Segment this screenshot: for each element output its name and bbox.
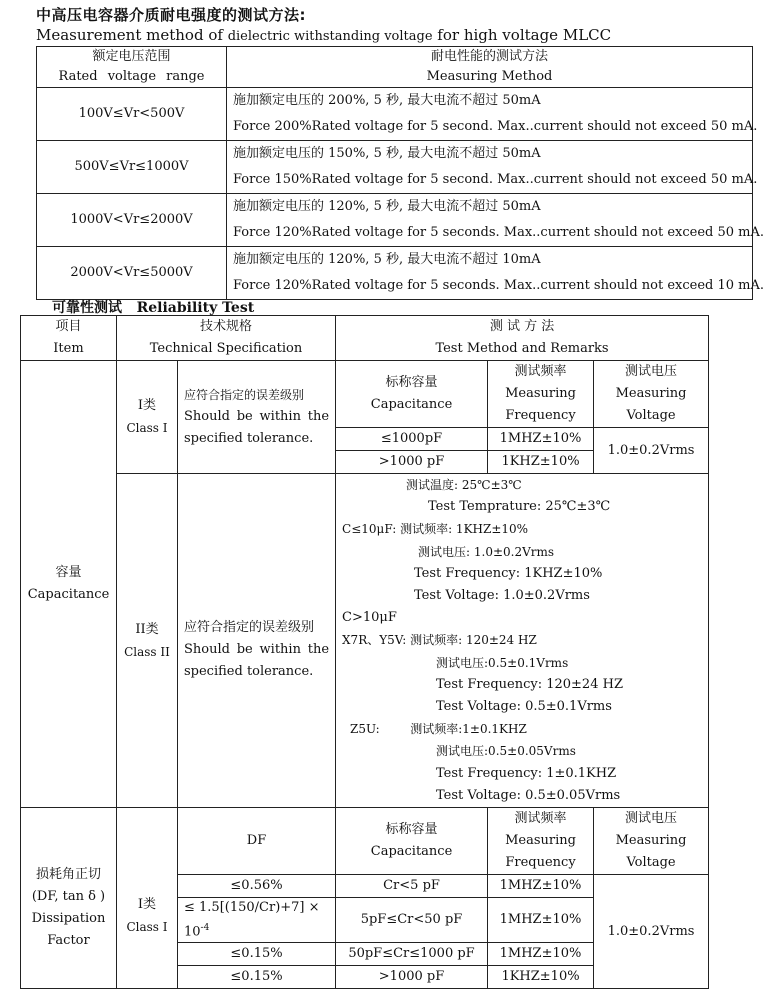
- sub-freq-cn: 测试频率: [514, 364, 567, 379]
- reliability-test-table: [20, 315, 709, 989]
- sub-header-voltage: [594, 808, 709, 875]
- sub-volt-cn: 测试电压: [625, 811, 678, 827]
- header-item-en: Item: [53, 341, 84, 356]
- condition-line: C>10μF: [342, 610, 397, 626]
- condition-line: 测试电压:0.5±0.05Vrms: [436, 744, 576, 759]
- sub-cap-cn: 标称容量: [385, 822, 438, 838]
- header-test-en: Test Method and Remarks: [435, 341, 609, 356]
- sub-volt-en2: Voltage: [626, 408, 676, 423]
- range-cell: 500V≤Vr≤1000V: [37, 141, 227, 194]
- header-measuring-method-en: Measuring Method: [426, 69, 553, 84]
- sub-cap-cn: 标称容量: [385, 375, 438, 390]
- volt-value-cell: 1.0±0.2Vrms: [594, 875, 709, 989]
- condition-line: 测试电压:0.5±0.1Vrms: [436, 655, 569, 670]
- condition-line: Test Frequency: 120±24 HZ: [436, 676, 623, 692]
- method-cell: [227, 247, 765, 300]
- condition-line: 测试温度: 25℃±3℃: [406, 478, 522, 492]
- method-en: Force 150%Rated voltage for 5 second. Max..current should not exceed 50 mA.: [233, 172, 758, 187]
- section-title-cn: 中高压电容器介质耐电强度的测试方法:: [36, 6, 307, 24]
- df-class-en: Class I: [126, 920, 168, 935]
- sub-cap-en: Capacitance: [370, 844, 453, 860]
- condition-line: C≤10μF: 测试频率: 1KHZ±10%: [342, 522, 529, 537]
- item-capacitance-cn: 容量: [55, 565, 82, 581]
- header-test-method: [336, 316, 709, 361]
- class-two-spec: [178, 474, 336, 808]
- sub-freq-en1: Measuring: [505, 833, 576, 849]
- method-cell: [227, 141, 758, 194]
- class-one-en: Class I: [126, 421, 168, 435]
- table-row: [21, 474, 709, 808]
- cap-value-cell: 50pF≤Cr≤1000 pF: [336, 943, 488, 966]
- method-cell: [227, 194, 765, 247]
- header-measuring-method-cn: 耐电性能的测试方法: [430, 49, 548, 64]
- sub-freq-en1: Measuring: [505, 386, 576, 401]
- header-item-cn: 项目: [55, 319, 82, 334]
- df-item-en3: Factor: [47, 933, 90, 949]
- header-spec-cn: 技术规格: [200, 319, 253, 334]
- df-header: DF: [178, 808, 336, 875]
- class-one-cn: I类: [137, 398, 157, 413]
- df-value-cell: [178, 898, 336, 943]
- sub-volt-cn: 测试电压: [625, 364, 678, 379]
- cap-value-cell: >1000 pF: [336, 966, 488, 989]
- reliability-title-cn: 可靠性测试: [52, 300, 122, 316]
- header-rated-range: [37, 47, 227, 88]
- condition-line: Test Temprature: 25℃±3℃: [428, 499, 611, 515]
- table-header-row: [21, 316, 709, 361]
- condition-line: Test Voltage: 0.5±0.1Vrms: [436, 699, 612, 715]
- df-formula: ≤ 1.5[(150/Cr)+7] × 10: [184, 900, 320, 940]
- method-cn: 施加额定电压的 200%, 5 秒, 最大电流不超过 50mA: [233, 93, 541, 108]
- table-row: [37, 141, 753, 194]
- df-class-cell: [117, 808, 178, 989]
- sub-volt-en1: Measuring: [615, 833, 687, 849]
- header-item: [21, 316, 117, 361]
- class-two-en: Class II: [124, 644, 170, 659]
- header-spec: [117, 316, 336, 361]
- condition-line: 测试电压: 1.0±0.2Vrms: [418, 544, 555, 559]
- class-two-cn: II类: [135, 621, 159, 637]
- volt-value-cell: 1.0±0.2Vrms: [594, 428, 709, 474]
- sub-header-frequency: [488, 361, 594, 428]
- table-header-row: [37, 47, 753, 88]
- df-value-cell: ≤0.15%: [178, 966, 336, 989]
- method-en: Force 200%Rated voltage for 5 second. Max..current should not exceed 50 mA.: [233, 119, 758, 134]
- sub-header-frequency: [488, 808, 594, 875]
- class-one-spec: [178, 361, 336, 474]
- sub-freq-en2: Frequency: [505, 408, 576, 423]
- header-test-cn: 测 试 方 法: [489, 319, 555, 334]
- method-en: Force 120%Rated voltage for 5 seconds. Max..current should not exceed 10 mA.: [233, 278, 765, 293]
- class-two-spec-en: Should be within the specified tolerance.: [184, 641, 330, 679]
- cap-value-cell: Cr<5 pF: [336, 875, 488, 898]
- df-class-cn: I类: [137, 897, 157, 913]
- class-one-cell: [117, 361, 178, 474]
- item-dissipation-factor: [21, 808, 117, 989]
- method-cell: [227, 88, 758, 141]
- condition-line: Z5U: 测试频率:1±0.1KHZ: [350, 722, 527, 737]
- table-row: [37, 247, 753, 300]
- df-formula-exponent: -4: [200, 923, 210, 934]
- header-rated-range-en: Rated voltage range: [58, 69, 205, 84]
- header-measuring-method: [227, 47, 753, 88]
- df-value-cell: ≤0.56%: [178, 875, 336, 898]
- item-capacitance-en: Capacitance: [27, 587, 110, 603]
- class-one-spec-cn: 应符合指定的误差级别: [184, 388, 305, 402]
- condition-line: Test Voltage: 1.0±0.2Vrms: [414, 588, 590, 604]
- condition-line: Test Frequency: 1KHZ±10%: [414, 565, 603, 581]
- sub-header-voltage: [594, 361, 709, 428]
- condition-line: Test Voltage: 0.5±0.05Vrms: [436, 787, 621, 803]
- table-row: [21, 361, 709, 428]
- df-value-cell: ≤0.15%: [178, 943, 336, 966]
- range-cell: 2000V<Vr≤5000V: [37, 247, 227, 300]
- item-capacitance: [21, 361, 117, 808]
- condition-line: X7R、Y5V: 测试频率: 120±24 HZ: [342, 633, 537, 648]
- method-cn: 施加额定电压的 120%, 5 秒, 最大电流不超过 10mA: [233, 252, 541, 267]
- sub-cap-en: Capacitance: [370, 397, 453, 412]
- range-cell: 100V≤Vr<500V: [37, 88, 227, 141]
- df-item-en1: (DF, tan δ ): [31, 889, 106, 905]
- header-rated-range-cn: 额定电压范围: [92, 49, 171, 64]
- header-spec-en: Technical Specification: [149, 341, 303, 356]
- table-row: [21, 808, 709, 875]
- freq-value-cell: 1KHZ±10%: [488, 966, 594, 989]
- table-row: [37, 194, 753, 247]
- sub-header-capacitance: [336, 361, 488, 428]
- method-en: Force 120%Rated voltage for 5 seconds. Max..current should not exceed 50 mA.: [233, 225, 765, 240]
- df-item-en2: Dissipation: [31, 911, 106, 927]
- freq-value-cell: 1MHZ±10%: [488, 428, 594, 451]
- class-one-spec-en: Should be within the specified tolerance.: [184, 409, 330, 446]
- class-two-conditions: [336, 474, 709, 808]
- reliability-title-en: Reliability Test: [136, 300, 255, 316]
- df-item-cn: 损耗角正切: [35, 867, 101, 883]
- sub-volt-en2: Voltage: [626, 855, 676, 871]
- cap-value-cell: 5pF≤Cr<50 pF: [336, 898, 488, 943]
- freq-value-cell: 1MHZ±10%: [488, 898, 594, 943]
- method-cn: 施加额定电压的 120%, 5 秒, 最大电流不超过 50mA: [233, 199, 541, 214]
- sub-volt-en1: Measuring: [615, 386, 687, 401]
- section-title-en: [36, 26, 611, 44]
- sub-header-capacitance: [336, 808, 488, 875]
- range-cell: 1000V<Vr≤2000V: [37, 194, 227, 247]
- class-two-spec-cn: 应符合指定的误差级别: [184, 619, 315, 635]
- cap-value-cell: >1000 pF: [336, 451, 488, 474]
- title-en-part-c: for high voltage MLCC: [432, 26, 612, 44]
- freq-value-cell: 1MHZ±10%: [488, 943, 594, 966]
- condition-line: Test Frequency: 1±0.1KHZ: [436, 765, 617, 781]
- class-two-cell: [117, 474, 178, 808]
- freq-value-cell: 1KHZ±10%: [488, 451, 594, 474]
- table-row: [37, 88, 753, 141]
- method-cn: 施加额定电压的 150%, 5 秒, 最大电流不超过 50mA: [233, 146, 541, 161]
- title-en-part-a: Measurement method of: [36, 26, 228, 44]
- title-en-part-b: dielectric withstanding voltage: [227, 29, 433, 44]
- reliability-test-title: [52, 297, 254, 317]
- withstanding-voltage-table: [36, 46, 765, 300]
- freq-value-cell: 1MHZ±10%: [488, 875, 594, 898]
- sub-freq-cn: 测试频率: [514, 811, 567, 827]
- cap-value-cell: ≤1000pF: [336, 428, 488, 451]
- sub-freq-en2: Frequency: [505, 855, 576, 871]
